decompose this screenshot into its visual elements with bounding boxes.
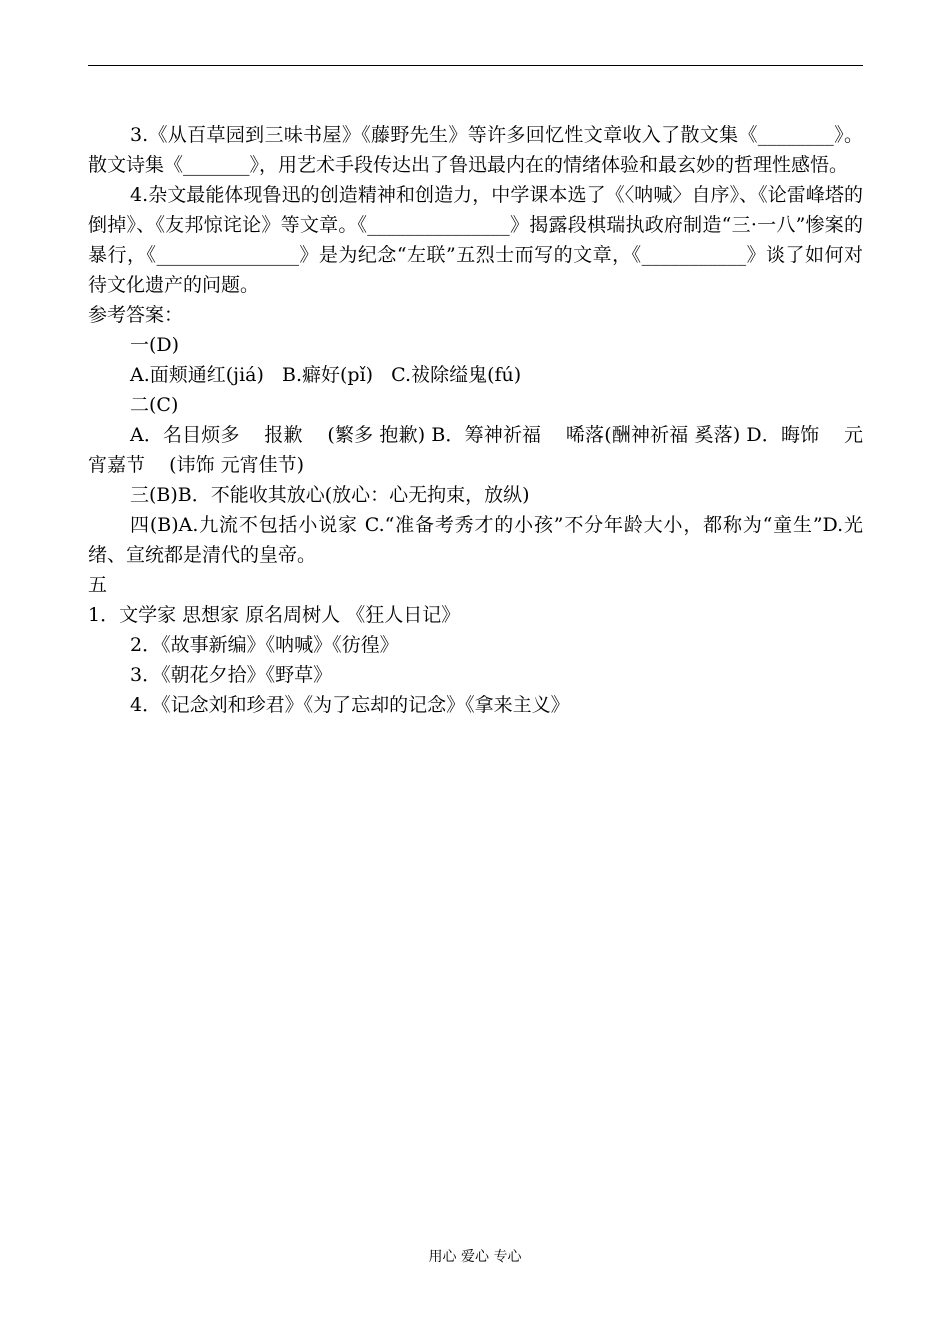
page-footer: 用心 爱心 专心 (428, 1249, 522, 1265)
question-3: 3.《从百草园到三味书屋》《藤野先生》等许多回忆性文章收入了散文集《________》。散文诗集《_______》，用艺术手段传达出了鲁迅最内在的情绪体验和最玄妙的哲理性感悟。 (88, 124, 863, 176)
answer-3: 三(B)B．不能收其放心(放心：心无拘束，放纵) (130, 484, 530, 506)
answer-5-4: 4．《记念刘和珍君》《为了忘却的记念》《拿来主义》 (130, 694, 570, 716)
document-body (88, 120, 863, 720)
answer-2-detail: A．名目烦多 报歉 (繁多 抱歉) B．筹神祈福 唏落(酬神祈福 奚落) D．晦饰 元宵嘉节 (讳饰 元宵佳节) (88, 424, 863, 476)
answer-2: 二(C) (130, 394, 179, 416)
question-4: 4.杂文最能体现鲁迅的创造精神和创造力，中学课本选了《〈呐喊〉自序》、《论雷峰塔的倒掉》、《友邦惊诧论》等文章。《_______________》揭露段棋瑞执政府制造“三·一八”惨案的暴行，《_______________》是为纪念“左联”五烈士而写的文章，《___________》谈了如何对待文化遗产的问题。 (88, 184, 863, 296)
answer-5-1: 1．文学家 思想家 原名周树人 《狂人日记》 (88, 604, 461, 626)
answer-5-3: 3．《朝花夕拾》《野草》 (130, 664, 333, 686)
header-rule (88, 65, 863, 66)
answers-heading: 参考答案： (88, 304, 184, 326)
answer-4: 四(B)A.九流不包括小说家 C.“准备考秀才的小孩”不分年龄大小，都称为“童生”D.光绪、宣统都是清代的皇帝。 (88, 514, 863, 566)
answer-5: 五 (88, 574, 108, 596)
answer-1: 一(D) (130, 334, 180, 356)
answer-5-2: 2．《故事新编》《呐喊》《彷徨》 (130, 634, 399, 656)
answer-1-detail: A.面颊通红(jiá) B.癖好(pǐ) C.祓除缢鬼(fú) (130, 364, 522, 386)
